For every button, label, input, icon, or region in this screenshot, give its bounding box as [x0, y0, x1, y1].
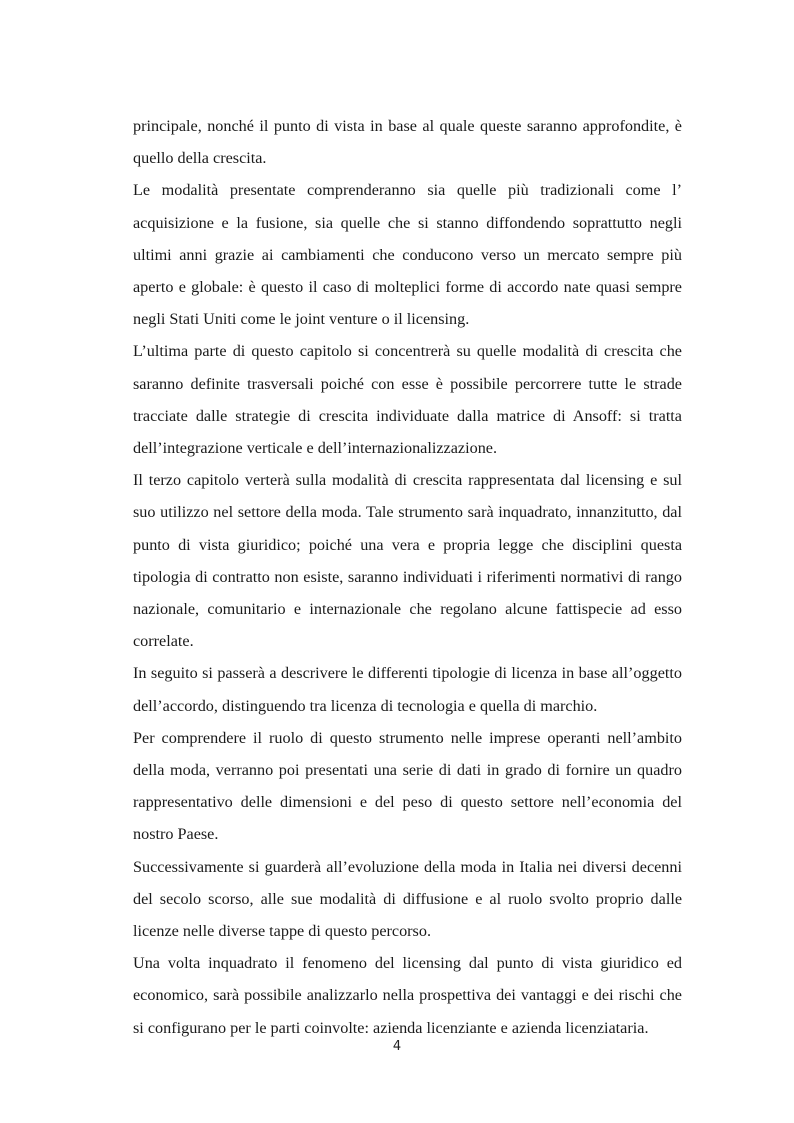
document-body	[133, 110, 682, 1044]
paragraph-1: principale, nonché il punto di vista in base al quale queste saranno approfondite, è quello della crescita.	[133, 117, 682, 168]
paragraph-3: L’ultima parte di questo capitolo si concentrerà su quelle modalità di crescita che saranno definite trasversali poiché con esse è possibile percorrere tutte le strade tracciate dalle strategie di crescita individuate dalla matrice di Ansoff: si tratta dell’integrazione verticale e dell’internazionalizzazione.	[133, 342, 682, 458]
paragraph-6: Per comprendere il ruolo di questo strumento nelle imprese operanti nell’ambito della moda, verranno poi presentati una serie di dati in grado di fornire un quadro rappresentativo delle dimensioni e del peso di questo settore nell’economia del nostro Paese.	[133, 728, 682, 844]
paragraph-4: Il terzo capitolo verterà sulla modalità di crescita rappresentata dal licensing e sul suo utilizzo nel settore della moda. Tale strumento sarà inquadrato, innanzitutto, dal punto di vista giuridico; poiché una vera e propria legge che disciplini questa tipologia di contratto non esiste, saranno individuati i riferimenti normativi di rango nazionale, comunitario e internazionale che regolano alcune fattispecie ad esso correlate.	[133, 471, 682, 651]
paragraph-7: Successivamente si guarderà all’evoluzione della moda in Italia nei diversi decenni del secolo scorso, alle sue modalità di diffusione e al ruolo svolto proprio dalle licenze nelle diverse tappe di questo percorso.	[133, 857, 682, 941]
paragraph-5: In seguito si passerà a descrivere le differenti tipologie di licenza in base all’oggetto dell’accordo, distinguendo tra licenza di tecnologia e quella di marchio.	[133, 664, 682, 715]
page-number: 4	[392, 1039, 402, 1054]
paragraph-8: Una volta inquadrato il fenomeno del licensing dal punto di vista giuridico ed economico, sarà possibile analizzarlo nella prospettiva dei vantaggi e dei rischi che si configurano per le parti coinvolte: azienda licenziante e azienda licenziataria.	[133, 954, 682, 1037]
paragraph-2: Le modalità presentate comprenderanno sia quelle più tradizionali come l’ acquisizione e la fusione, sia quelle che si stanno diffondendo soprattutto negli ultimi anni grazie ai cambiamenti che conducono verso un mercato sempre più aperto e globale: è questo il caso di molteplici forme di accordo nate quasi sempre negli Stati Uniti come le joint venture o il licensing.	[133, 181, 682, 329]
